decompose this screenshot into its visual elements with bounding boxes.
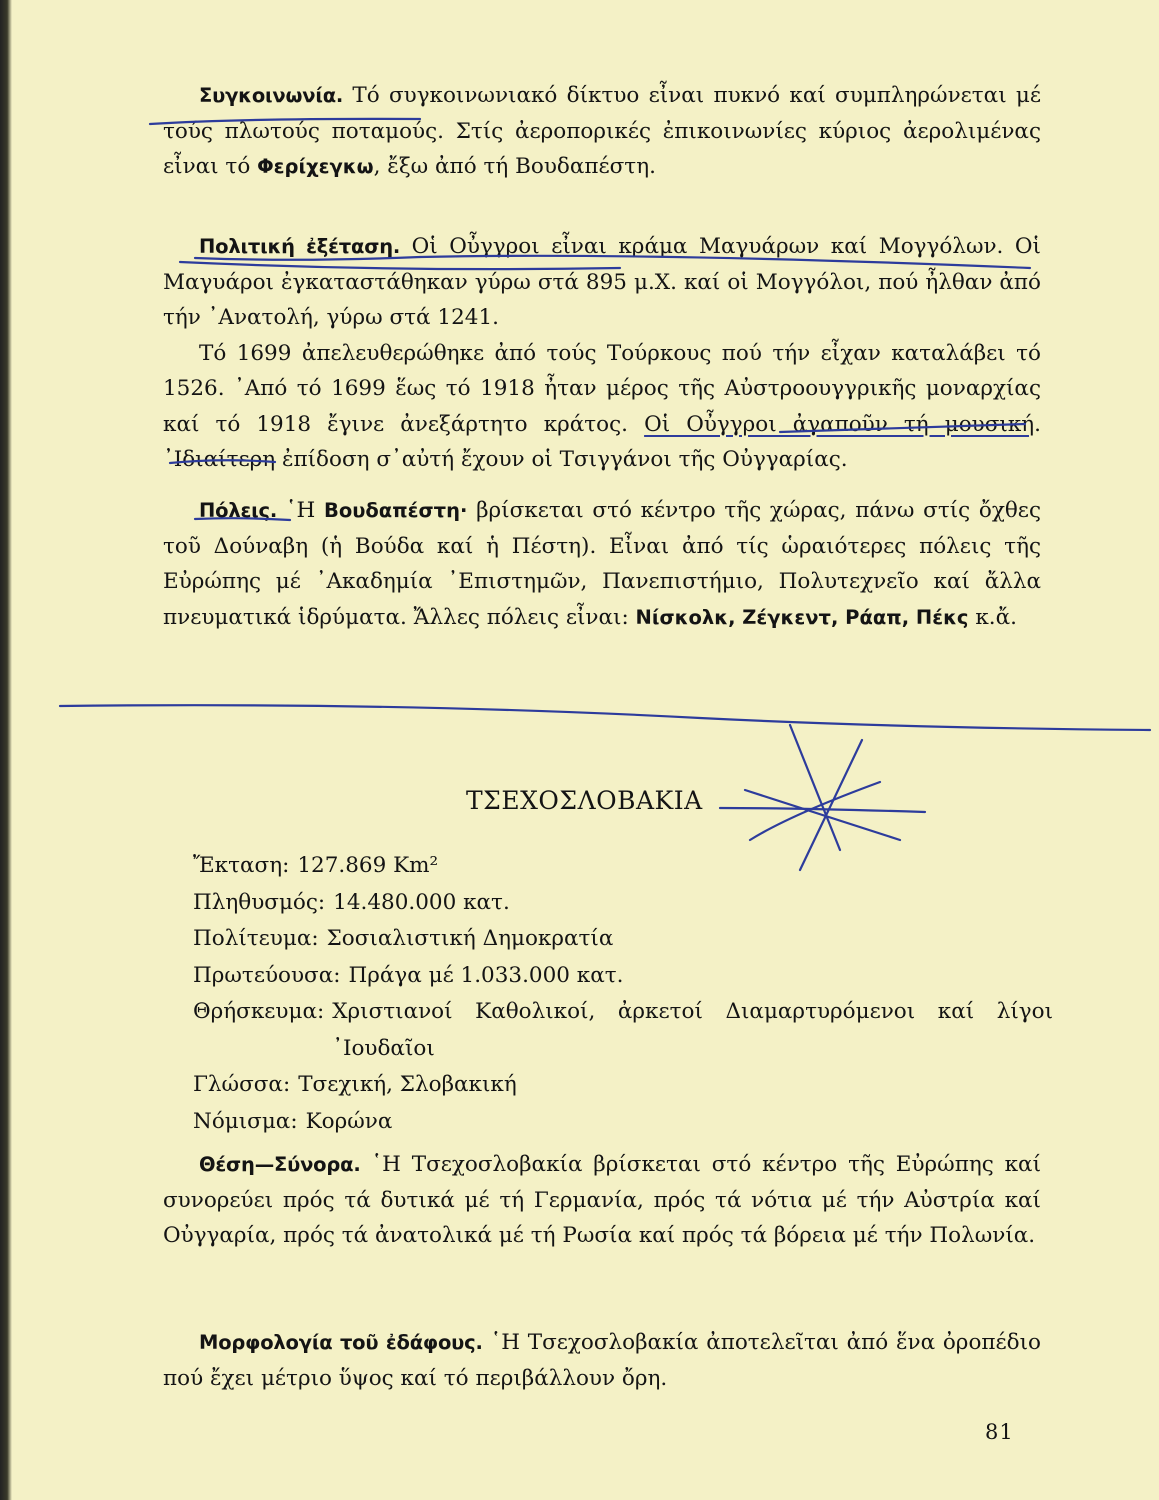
section-morphology: [163, 1325, 1041, 1396]
cities-other-list: Νίσκολκ, Ζέγκεντ, Ράαπ, Πέκς: [635, 605, 969, 629]
heading-cities: Πόλεις.: [199, 499, 278, 522]
transport-text-2: , ἔξω ἀπό τή Βουδαπέστη.: [373, 154, 656, 179]
fact-row: [193, 958, 1053, 995]
fact-key: Νόμισμα:: [193, 1108, 298, 1134]
cities-capital: Βουδαπέστη·: [323, 499, 468, 522]
fact-row: [193, 921, 1053, 958]
borders-text: ῾Η Τσεχοσλοβακία βρίσκεται στό κέντρο τῆς Εὐρώπης καί συνορεύει πρός τά δυτικά μέ τή Γερμανία, πρός τά νότια μέ τήν Αὐστρία καί Οὐγγαρία, πρός τά ἀνατολικά μέ τή Ρωσία καί πρός τά βόρεια μέ τήν Πολωνία.: [163, 1152, 1041, 1248]
fact-value: Τσεχική, Σλοβακική: [298, 1072, 517, 1097]
fact-value: Κορώνα: [305, 1108, 393, 1134]
country-facts: [193, 848, 1053, 1140]
section-cities: [163, 493, 1041, 635]
fact-value: Σοσιαλιστική Δημοκρατία: [326, 926, 614, 951]
fact-row: [193, 1104, 1053, 1141]
cities-text-2: βρίσκεται στό κέντρο τῆς χώρας, πάνω στίς ὄχθες τοῦ Δούναβη (ἡ Βούδα καί ἡ Πέστη). Εἶναι ἀπό τίς ὡραιότερες πόλεις τῆς Εὐρώπης μέ ᾿Ακαδημία ᾿Επιστημῶν, Πανεπιστήμιο, Πολυτεχνεῖο καί ἄλλα πνευματικά ἱδρύματα. Ἄλλες πόλεις εἶναι:: [163, 498, 1041, 630]
pen-star-stroke-4: [745, 790, 900, 840]
fact-value: Χριστιανοί Καθολικοί, ἀρκετοί Διαμαρτυρόμενοι καί λίγοι ᾿Ιουδαῖοι: [332, 999, 1053, 1061]
pen-star-stroke-1: [790, 725, 840, 850]
country-title: ΤΣΕΧΟΣΛΟΒΑΚΙΑ: [466, 786, 703, 815]
section-politics: [163, 229, 1041, 478]
fact-key: Γλώσσα:: [193, 1072, 291, 1097]
politics-text-2a: Τό 1699 ἀπελευθερώθηκε ἀπό τούς Τούρκους πού τήν εἶχαν καταλάβει τό 1526. ᾿Από τό 1699 ἕως τό 1918 ἦταν μέρος τῆς Αὐστροουγγρικῆς μοναρχίας καί τό 1918 ἔγινε ἀνεξάρτητο κράτος.: [163, 340, 1041, 437]
politics-text-1: Οἱ Οὖγγροι εἶναι κράμα Μαγυάρων καί Μογγόλων. Οἱ Μαγυάροι ἐγκαταστάθηκαν γύρω στά 895 μ.Χ. καί οἱ Μογγόλοι, πού ἦλθαν ἀπό τήν ᾿Ανατολή, γύρω στά 1241.: [163, 234, 1041, 330]
pen-divider-line: [60, 705, 1150, 730]
fact-key: Πληθυσμός:: [193, 889, 326, 915]
politics-underlined-music: Οἱ Οὖγγροι ἀγαποῦν τή μουσική: [644, 411, 1035, 437]
fact-row: [193, 885, 1053, 922]
fact-value: 127.869 Km²: [297, 853, 439, 878]
transport-text-1: Τό συγκοινωνιακό δίκτυο εἶναι πυκνό καί συμπληρώνεται μέ τούς πλωτούς ποταμούς. Στίς ἀεροπορικές ἐπικοινωνίες κύριος ἀερολιμένας εἶναι τό: [163, 83, 1041, 179]
heading-transport: Συγκοινωνία.: [199, 84, 344, 107]
fact-value: 14.480.000 κατ.: [333, 889, 510, 915]
fact-key: Πρωτεύουσα:: [193, 962, 341, 988]
transport-airport-name: Φερίχεγκω: [257, 155, 374, 178]
heading-borders: Θέση—Σύνορα.: [199, 1153, 361, 1176]
section-borders: [163, 1147, 1041, 1254]
section-transport: [163, 78, 1041, 185]
pen-star-stroke-3: [720, 808, 925, 812]
fact-key: Θρήσκευμα:: [193, 999, 325, 1024]
fact-key: Πολίτευμα:: [193, 926, 319, 951]
cities-text-1: ῾Η: [277, 498, 324, 523]
politics-text-2b: . ᾿Ιδιαίτερη ἐπίδοση σ᾿αὐτή ἔχουν οἱ Τσιγγάνοι τῆς Οὐγγαρίας.: [163, 411, 1042, 472]
page-number: 81: [985, 1420, 1014, 1444]
heading-politics: Πολιτική ἐξέταση.: [199, 235, 401, 258]
fact-value: Πράγα μέ 1.033.000 κατ.: [348, 962, 624, 988]
heading-morphology: Μορφολογία τοῦ ἐδάφους.: [199, 1331, 483, 1354]
book-binding-edge: [0, 0, 12, 1500]
fact-key: Ἔκταση:: [193, 853, 290, 878]
pen-star-stroke-5: [750, 782, 880, 840]
fact-row: [193, 1067, 1053, 1104]
cities-text-3: κ.ἄ.: [968, 604, 1017, 630]
morphology-text: ῾Η Τσεχοσλοβακία ἀποτελεῖται ἀπό ἕνα ὀροπέδιο πού ἔχει μέτριο ὕψος καί τό περιβάλλουν ὄρη.: [163, 1330, 1041, 1391]
fact-row: [193, 994, 1053, 1067]
fact-row: [193, 848, 1053, 885]
